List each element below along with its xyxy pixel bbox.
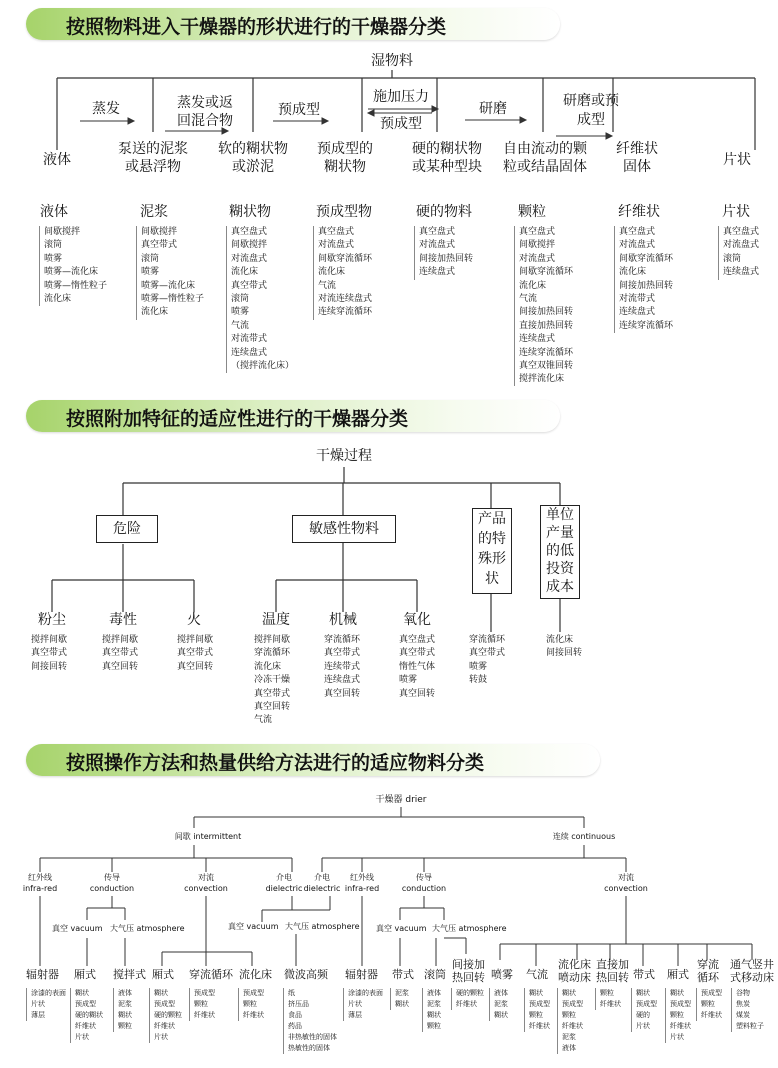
dryer-0-name: 辐射器	[26, 968, 59, 981]
dryer-7-list: 涂漆的表面 片状 薄层	[343, 988, 383, 1021]
leaf-2-list: 搅拌间歇 真空带式 真空回转	[177, 635, 214, 672]
process-pressure-1: 施加压力	[373, 89, 429, 105]
leaf-0-list: 搅拌间歇 真空带式 间接回转	[31, 635, 68, 672]
group-danger: 危险	[96, 515, 158, 543]
dryer-3-name: 厢式	[152, 968, 174, 981]
dryer-14-name: 直接加热回转	[596, 958, 629, 984]
dryer-18-name: 通气竖井式移动床	[730, 958, 774, 984]
branch-batch: 间歇 intermittent	[174, 832, 242, 841]
group-shape: 产品 的特 殊形 状	[472, 508, 512, 594]
dryer-7-name: 辐射器	[345, 968, 378, 981]
process-evaporate: 蒸发	[92, 101, 120, 117]
atmosphere-label-2: 大气压 atmosphere	[285, 922, 360, 931]
category-2-list: 真空盘式 间歇搅拌 对流盘式 流化床 真空带式 滚筒 喷雾 气流 对流带式 连续盘式 （搅拌流化床）	[226, 226, 294, 373]
leaf-5-name: 氧化	[403, 612, 431, 628]
category-1-list: 间歇搅拌 真空带式 滚筒 喷雾 喷雾—流化床 喷雾—惰性粒子 流化床	[136, 226, 204, 320]
dryer-10-list: 硬的颗粒 纤维状	[451, 988, 484, 1010]
dryer-13-list: 糊状 预成型 颗粒 纤维状 泥浆 液体	[557, 988, 583, 1054]
dryer-8-list: 泥浆 糊状	[390, 988, 409, 1010]
state-0: 液体	[43, 152, 71, 168]
dryer-17-name: 穿流循环	[697, 958, 719, 984]
dryer-15-list: 糊状 预成型 硬的 片状	[631, 988, 657, 1032]
heat-cont-0: 介电 dielectric	[303, 873, 341, 893]
dryer-10-name: 间接加热回转	[452, 958, 485, 984]
vacuum-label-3: 真空 vacuum	[376, 924, 427, 933]
state-3: 预成型的 糊状物	[317, 141, 373, 175]
heat-batch-0: 红外线 infra-red	[22, 873, 58, 893]
dryer-5-list: 预成型 颗粒 纤维状	[238, 988, 264, 1021]
category-5-name: 颗粒	[518, 204, 546, 220]
leaf-5-list: 真空盘式 真空带式 惰性气体 喷雾 真空回转	[399, 635, 436, 699]
section1-root: 湿物料	[371, 53, 413, 69]
vacuum-label-1: 真空 vacuum	[52, 924, 103, 933]
heat-batch-2: 对流 convection	[184, 873, 228, 893]
dryer-1-list: 糊状 预成型 硬的糊状 纤维状 片状	[70, 988, 103, 1043]
process-pressure-2: 预成型	[380, 116, 422, 132]
dryer-9-name: 滚筒	[424, 968, 446, 981]
dryer-12-list: 糊状 预成型 颗粒 纤维状	[524, 988, 550, 1032]
dryer-0-list: 涂漆的表面 片状 薄层	[26, 988, 66, 1021]
section2-title: 按照附加特征的适应性进行的干燥器分类	[66, 408, 409, 430]
dryer-18-list: 谷物 焦炭 煤炭 塑料粒子	[731, 988, 764, 1032]
category-3-name: 预成型物	[316, 204, 372, 220]
leaf-0-name: 粉尘	[38, 612, 66, 628]
dryer-4-name: 穿流循环	[189, 968, 233, 981]
section3-title: 按照操作方法和热量供给方法进行的适应物料分类	[66, 752, 485, 774]
leaf-3-name: 温度	[262, 612, 290, 628]
dryer-16-name: 厢式	[667, 968, 689, 981]
category-6-list: 真空盘式 对流盘式 间歇穿流循环 流化床 间接加热回转 对流带式 连续盘式 连续穿流循环	[614, 226, 673, 333]
dryer-5-name: 流化床	[239, 968, 272, 981]
category-4-list: 真空盘式 对流盘式 间接加热回转 连续盘式	[414, 226, 473, 280]
dryer-3-list: 糊状 预成型 硬的颗粒 纤维状 片状	[149, 988, 182, 1043]
category-0-name: 液体	[40, 204, 68, 220]
dryer-11-name: 喷雾	[491, 968, 513, 981]
process-preform: 预成型	[278, 102, 320, 118]
leaf-7-list: 流化床 间接回转	[546, 635, 583, 659]
dryer-2-list: 液体 泥浆 糊状 颗粒	[113, 988, 132, 1032]
process-grind-preform-1: 研磨或预	[563, 93, 619, 109]
section1-title: 按照物料进入干燥器的形状进行的干燥器分类	[66, 16, 447, 38]
dryer-14-list: 颗粒 纤维状	[595, 988, 621, 1010]
leaf-2-name: 火	[187, 612, 201, 628]
atmosphere-label-3: 大气压 atmosphere	[432, 924, 507, 933]
heat-cont-3: 对流 convection	[604, 873, 648, 893]
category-5-list: 真空盘式 间歇搅拌 对流盘式 间歇穿流循环 流化床 气流 间接加热回转 直接加热回转 连续盘式 连续穿流循环 真空双锥回转 搅拌流化床	[514, 226, 573, 386]
category-2-name: 糊状物	[229, 204, 271, 220]
heat-batch-3: 介电 dielectric	[265, 873, 303, 893]
category-6-name: 纤维状	[618, 204, 660, 220]
group-cost: 单位 产量 的低 投资 成本	[540, 505, 580, 599]
category-4-name: 硬的物料	[416, 204, 472, 220]
heat-cont-2: 传导 conduction	[401, 873, 447, 893]
category-1-name: 泥浆	[140, 204, 168, 220]
leaf-4-list: 穿流循环 真空带式 连续带式 连续盘式 真空回转	[324, 635, 361, 699]
heat-cont-1: 红外线 infra-red	[344, 873, 380, 893]
branch-continuous: 连续 continuous	[552, 832, 616, 841]
dryer-1-name: 厢式	[74, 968, 96, 981]
leaf-4-name: 机械	[329, 612, 357, 628]
atmosphere-label-1: 大气压 atmosphere	[110, 924, 185, 933]
category-3-list: 真空盘式 对流盘式 间歇穿流循环 流化床 气流 对流连续盘式 连续穿流循环	[313, 226, 372, 320]
dryer-9-list: 液体 泥浆 糊状 颗粒	[422, 988, 441, 1032]
state-4: 硬的糊状物 或某种型块	[412, 141, 482, 175]
leaf-1-name: 毒性	[109, 612, 137, 628]
leaf-3-list: 搅拌间歇 穿流循环 流化床 冷冻干燥 真空带式 真空回转 气流	[254, 635, 291, 726]
process-grind-preform-2: 成型	[577, 112, 605, 128]
leaf-6-list: 穿流循环 真空带式 喷雾 转鼓	[469, 635, 506, 686]
process-grind: 研磨	[479, 101, 507, 117]
state-2: 软的糊状物 或淤泥	[218, 141, 288, 175]
dryer-12-name: 气流	[526, 968, 548, 981]
dryer-6-list: 纸 挤压品 食品 药品 非热敏性的固体 热敏性的固体	[283, 988, 337, 1054]
heat-batch-1: 传导 conduction	[89, 873, 135, 893]
state-7: 片状	[723, 152, 751, 168]
dryer-11-list: 液体 泥浆 糊状	[489, 988, 508, 1021]
dryer-13-name: 流化床喷动床	[558, 958, 591, 984]
dryer-8-name: 带式	[392, 968, 414, 981]
state-1: 泵送的泥浆 或悬浮物	[118, 141, 188, 175]
group-sensitive: 敏感性物料	[292, 515, 396, 543]
dryer-16-list: 糊状 预成型 颗粒 纤维状 片状	[665, 988, 691, 1043]
category-7-name: 片状	[722, 204, 750, 220]
category-7-list: 真空盘式 对流盘式 滚筒 连续盘式	[718, 226, 759, 280]
section3-root: 干燥器 drier	[375, 795, 427, 805]
process-evap-return-2: 回混合物	[177, 113, 233, 129]
section2-root: 干燥过程	[316, 448, 372, 464]
dryer-2-name: 搅拌式	[113, 968, 146, 981]
leaf-1-list: 搅拌间歇 真空带式 真空回转	[102, 635, 139, 672]
dryer-17-list: 预成型 颗粒 纤维状	[696, 988, 722, 1021]
vacuum-label-2: 真空 vacuum	[228, 922, 279, 931]
state-6: 纤维状 固体	[616, 141, 658, 175]
dryer-4-list: 预成型 颗粒 纤维状	[189, 988, 215, 1021]
process-evap-return-1: 蒸发或返	[177, 95, 233, 111]
dryer-15-name: 带式	[633, 968, 655, 981]
dryer-6-name: 微波高频	[284, 968, 328, 981]
state-5: 自由流动的颗 粒或结晶固体	[503, 141, 587, 175]
category-0-list: 间歇搅拌 滚筒 喷雾 喷雾—流化床 喷雾—惰性粒子 流化床	[39, 226, 107, 306]
